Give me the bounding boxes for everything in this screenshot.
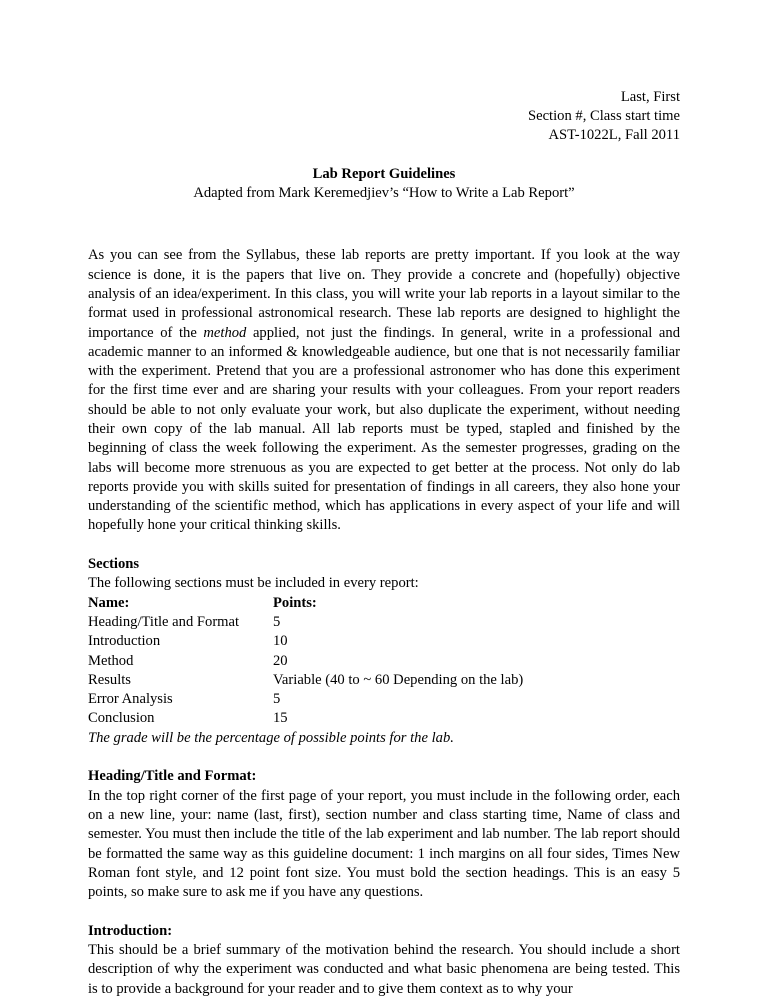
intro-paragraph: [88, 246, 680, 535]
sections-heading: Sections: [88, 556, 140, 573]
spacer: [88, 536, 680, 555]
cell-section-name: Conclusion: [88, 710, 155, 727]
column-header-points: Points:: [273, 594, 317, 611]
heading-title-format-body: In the top right corner of the first page of your report, you must include in the following order, each on a new line, your: name (last, first), section number and class starting time, Name of class and semester. You must then include the title of the lab experiment and lab number. The lab report should be formatted the same way as this guideline document: 1 inch margins on all four sides, Times New Roman font style, and 12 point font size. You must bold the section headings. This is an easy 5 points, so make sure to ask me if you have any questions.: [88, 787, 680, 901]
page-subtitle: Adapted from Mark Keremedjiev’s “How to Write a Lab Report”: [193, 184, 575, 201]
sections-points-table: [88, 594, 680, 729]
cell-section-name: Introduction: [88, 633, 161, 650]
cell-section-points: 15: [273, 710, 288, 727]
sections-footnote: The grade will be the percentage of possible points for the lab.: [88, 729, 454, 746]
spacer: [88, 203, 680, 222]
cell-section-points: 10: [273, 633, 288, 650]
table-row: [88, 652, 680, 671]
table-row: [88, 613, 680, 632]
introduction-body: This should be a brief summary of the motivation behind the research. You should include a short description of why the experiment was conducted and what basic phenomena are being tested. This is to provide a background for your reader and to give them context as to why your: [88, 942, 680, 997]
cell-section-name: Method: [88, 652, 134, 669]
cell-section-points: 5: [273, 691, 281, 708]
table-header-row: [88, 594, 680, 613]
table-row: [88, 632, 680, 651]
intro-paragraph-part1: As you can see from the Syllabus, these lab reports are pretty important. If you look at the way science is done, it is the papers that live on. They provide a concrete and (hopefully) objective analysis of an idea/experiment. In this class, you will write your lab reports in a layout similar to the format used in professional astronomical research. These lab reports are designed to highlight the importance of the: [88, 247, 680, 341]
cell-section-name: Results: [88, 671, 131, 688]
header-line-course: AST-1022L, Fall 2011: [548, 127, 680, 144]
table-row: [88, 709, 680, 728]
cell-section-name: Heading/Title and Format: [88, 613, 240, 630]
header-line-section: Section #, Class start time: [527, 108, 680, 125]
intro-paragraph-emphasis: method: [203, 324, 247, 341]
cell-section-points: Variable (40 to ~ 60 Depending on the lab): [273, 671, 524, 688]
header-line-name: Last, First: [620, 89, 680, 105]
document-header: [88, 88, 680, 146]
table-row: [88, 690, 680, 709]
introduction-heading: Introduction:: [88, 922, 173, 939]
sections-lead-in: The following sections must be included in every report:: [88, 575, 419, 592]
cell-section-points: 5: [273, 613, 281, 630]
spacer: [88, 902, 680, 921]
spacer: [88, 748, 680, 767]
intro-paragraph-part2: applied, not just the findings. In general, write in a professional and academic manner to an informed & knowledgeable audience, but one that is not necessarily familiar with the experiment. Pretend that you are a professional astronomer who has done this experiment for the first time ever and are sharing your results with your colleagues. From your report readers should be able to not only evaluate your work, but also duplicate the experiment, without needing their own copy of the lab manual. All lab reports must be typed, stapled and finished by the beginning of class the week following the experiment. As the semester progresses, grading on the labs will become more strenuous as you are expected to get better at the process. Not only do lab reports provide you with skills suited for presentation of findings in all careers, they also hone your understanding of the scientific method, which has applications in every aspect of your life and will hopefully hone your critical thinking skills.: [88, 324, 680, 534]
heading-title-format-heading: Heading/Title and Format:: [88, 768, 257, 785]
cell-section-points: 20: [273, 652, 288, 669]
page-title: Lab Report Guidelines: [312, 165, 456, 182]
table-row: [88, 671, 680, 690]
column-header-name: Name:: [88, 594, 130, 611]
title-block: [88, 165, 680, 203]
cell-section-name: Error Analysis: [88, 691, 173, 708]
